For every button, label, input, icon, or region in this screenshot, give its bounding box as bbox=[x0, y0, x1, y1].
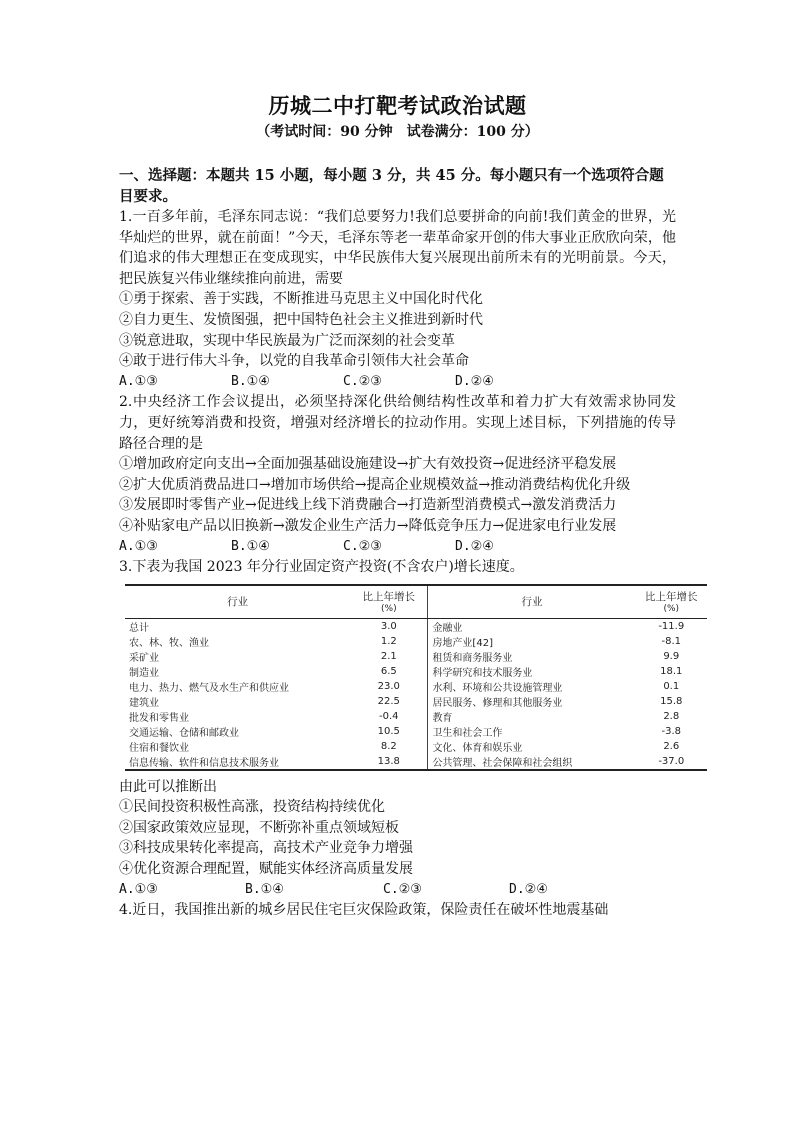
table-row bbox=[125, 709, 707, 724]
table-cell-value: 2.8 bbox=[663, 710, 680, 722]
table-row bbox=[125, 694, 707, 709]
section-heading: 一、选择题：本题共 15 小题，每小题 3 分，共 45 分。每小题只有一个选项符合题目要求。 bbox=[119, 167, 664, 205]
question-2-item: ④补贴家电产品以旧换新→激发企业生产活力→降低竞争压力→促进家电行业发展 bbox=[119, 517, 617, 534]
header-growth-unit: (%) bbox=[381, 604, 397, 615]
table-header-row bbox=[125, 585, 707, 619]
table-row bbox=[125, 618, 707, 634]
table-cell-value: 2.1 bbox=[350, 649, 428, 664]
question-2-item: ③发展即时零售产业→促进线上线下消费融合→打造新型消费模式→激发消费活力 bbox=[119, 497, 617, 514]
table-cell-value: 1.2 bbox=[350, 634, 428, 649]
option-c: C.②③ bbox=[343, 373, 382, 389]
question-3-item: ④优化资源合理配置，赋能实体经济高质量发展 bbox=[119, 861, 413, 878]
header-growth-unit: (%) bbox=[663, 604, 680, 615]
question-3-options bbox=[119, 880, 676, 901]
table-cell-value: 23.0 bbox=[350, 679, 428, 694]
question-2-item: ②扩大优质消费品进口→增加市场供给→提高企业规模效益→推动消费结构优化升级 bbox=[119, 476, 631, 493]
table-cell-value: 0.1 bbox=[663, 680, 680, 692]
header-growth-label: 比上年增长 bbox=[362, 591, 416, 604]
table-cell-industry: 电力、热力、燃气及水生产和供应业 bbox=[129, 682, 289, 694]
table-row bbox=[125, 754, 707, 770]
question-3-item: ②国家政策效应显现，不断弥补重点领域短板 bbox=[119, 819, 399, 836]
table-cell-industry: 居民服务、修理和其他服务业 bbox=[432, 697, 563, 709]
table-row bbox=[125, 724, 707, 739]
table-cell-value: -3.8 bbox=[661, 725, 682, 737]
table-cell-value: 8.2 bbox=[350, 739, 428, 754]
option-a: A.①③ bbox=[119, 881, 158, 897]
table-cell-value: 22.5 bbox=[350, 694, 428, 709]
header-industry: 行业 bbox=[428, 585, 636, 619]
table-row bbox=[125, 739, 707, 754]
option-c: C.②③ bbox=[343, 538, 382, 554]
table-row bbox=[125, 634, 707, 649]
table-cell-value: 3.0 bbox=[350, 618, 428, 634]
table-cell-industry: 交通运输、仓储和邮政业 bbox=[129, 727, 239, 739]
table-cell-industry: 公共管理、社会保障和社会组织 bbox=[428, 754, 636, 770]
table-cell-value: 18.1 bbox=[660, 665, 683, 677]
table-cell-value: 10.5 bbox=[350, 724, 428, 739]
question-3-conclusion: 由此可以推断出 bbox=[119, 778, 217, 795]
header-industry: 行业 bbox=[125, 585, 350, 619]
table-cell-industry: 金融业 bbox=[432, 622, 463, 634]
option-c: C.②③ bbox=[383, 881, 422, 897]
question-2 bbox=[119, 392, 676, 557]
question-3-item: ①民间投资积极性高涨，投资结构持续优化 bbox=[119, 799, 385, 816]
table-cell-industry: 批发和零售业 bbox=[129, 712, 189, 724]
header-growth-label: 比上年增长 bbox=[645, 591, 698, 604]
question-2-stem: 2.中央经济工作会议提出，必须坚持深化供给侧结构性改革和着力扩大有效需求协同发力，更好统筹消费和投资，增强对经济增长的拉动作用。实现上述目标，下列措施的传导路径合理的是 bbox=[119, 394, 676, 452]
question-3-item: ③科技成果转化率提高，高技术产业竞争力增强 bbox=[119, 840, 413, 857]
table-cell-value: -11.9 bbox=[658, 620, 685, 632]
question-1 bbox=[119, 207, 676, 392]
question-1-options bbox=[119, 372, 676, 393]
question-1-item: ②自力更生、发愤图强，把中国特色社会主义推进到新时代 bbox=[119, 311, 483, 328]
table-cell-value: 15.8 bbox=[660, 695, 683, 707]
table-cell-value: 6.5 bbox=[350, 664, 428, 679]
question-3 bbox=[119, 557, 698, 900]
table-cell-industry: 住宿和餐饮业 bbox=[129, 742, 189, 754]
option-d: D.②④ bbox=[509, 881, 548, 897]
table-row bbox=[125, 679, 707, 694]
table-cell-industry: 采矿业 bbox=[129, 652, 159, 664]
table-row bbox=[125, 649, 707, 664]
table-cell-industry: 教育 bbox=[432, 712, 453, 724]
option-a: A.①③ bbox=[119, 538, 158, 554]
question-1-item: ④敢于进行伟大斗争，以党的自我革命引领伟大社会革命 bbox=[119, 353, 469, 370]
table-cell-industry: 科学研究和技术服务业 bbox=[432, 667, 533, 679]
question-2-item: ①增加政府定向支出→全面加强基础设施建设→扩大有效投资→促进经济平稳发展 bbox=[119, 456, 617, 473]
option-b: B.①④ bbox=[245, 881, 284, 897]
table-cell-value: 13.8 bbox=[350, 754, 428, 770]
table-cell-value: -0.4 bbox=[350, 709, 428, 724]
table-cell-industry: 文化、体育和娱乐业 bbox=[432, 742, 523, 754]
question-2-options bbox=[119, 537, 676, 558]
table-cell-industry: 水利、环境和公共设施管理业 bbox=[432, 682, 563, 694]
exam-title: 历城二中打靶考试政治试题 bbox=[268, 93, 527, 118]
table-cell-industry: 总计 bbox=[129, 622, 149, 634]
option-d: D.②④ bbox=[455, 538, 494, 554]
header-growth bbox=[636, 585, 707, 619]
question-4-stem: 4.近日，我国推出新的城乡居民住宅巨灾保险政策，保险责任在破坏性地震基础 bbox=[119, 902, 609, 919]
table-cell-industry: 房地产业[42] bbox=[432, 637, 493, 649]
table-cell-industry: 租赁和商务服务业 bbox=[432, 652, 513, 664]
table-cell-value: 2.6 bbox=[663, 740, 680, 752]
table-row bbox=[125, 664, 707, 679]
option-a: A.①③ bbox=[119, 373, 158, 389]
question-1-stem: 1.一百多年前，毛泽东同志说：“我们总要努力!我们总要拼命的向前!我们黄金的世界，光华灿烂的世界，就在前面！”今天，毛泽东等老一辈革命家开创的伟大事业正欣欣向荣，他们追求的伟大理想正在变成现实，中华民族伟大复兴展现出前所未有的光明前景。今天，把民族复兴伟业继续推向前进，需要 bbox=[119, 209, 676, 287]
table-cell-value: -37.0 bbox=[636, 754, 707, 770]
option-d: D.②④ bbox=[455, 373, 494, 389]
table-cell-industry: 卫生和社会工作 bbox=[432, 727, 503, 739]
option-b: B.①④ bbox=[231, 373, 270, 389]
option-b: B.①④ bbox=[231, 538, 270, 554]
question-1-item: ①勇于探索、善于实践，不断推进马克思主义中国化时代化 bbox=[119, 291, 483, 308]
exam-subtitle: （考试时间：90 分钟 试卷满分：100 分） bbox=[256, 124, 539, 140]
table-cell-value: 9.9 bbox=[663, 650, 680, 662]
header-growth bbox=[350, 585, 428, 619]
investment-growth-table bbox=[125, 584, 707, 771]
table-cell-industry: 制造业 bbox=[129, 667, 159, 679]
table-cell-industry: 建筑业 bbox=[129, 697, 159, 709]
table-cell-industry: 信息传输、软件和信息技术服务业 bbox=[125, 754, 350, 770]
question-3-stem: 3.下表为我国 2023 年分行业固定资产投资(不含农户)增长速度。 bbox=[119, 559, 524, 576]
question-1-item: ③锐意进取，实现中华民族最为广泛而深刻的社会变革 bbox=[119, 332, 455, 349]
table-cell-industry: 农、林、牧、渔业 bbox=[129, 637, 209, 649]
table-cell-value: -8.1 bbox=[661, 635, 682, 647]
